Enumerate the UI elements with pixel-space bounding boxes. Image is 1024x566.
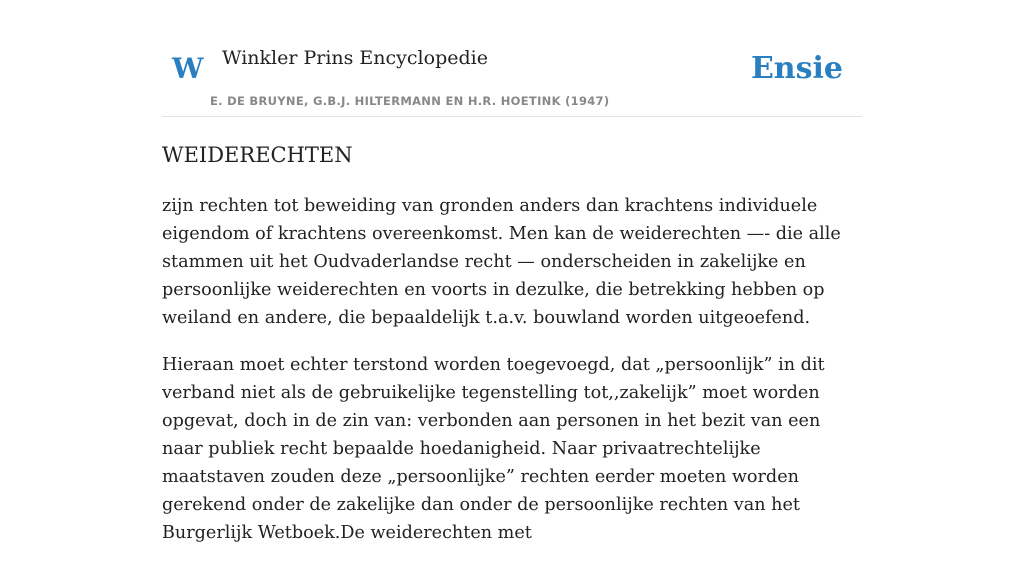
article-body <box>162 192 862 566</box>
article-title: WEIDERECHTEN <box>162 143 353 167</box>
article-page <box>162 0 862 543</box>
article-paragraph: zijn rechten tot beweiding van gronden anders dan krachtens individuele eigendom of krachtens overeenkomst. Men kan de weiderechten —- die alle stammen uit het Oudvaderlandse recht — onderscheiden in zakelijke en persoonlijke weiderechten en voorts in dezulke, die betrekking hebben op weiland en andere, die bepaaldelijk t.a.v. bouwland worden uitgeoefend. <box>162 196 841 328</box>
article-paragraph: Hieraan moet echter terstond worden toegevoegd, dat „persoonlijk” in dit verband niet als de gebruikelijke tegenstelling tot,,zakelijk” moet worden opgevat, doch in de zin van: verbonden aan personen in het bezit van een naar publiek recht bepaalde hoedanigheid. Naar privaatrechtelijke maatstaven zouden deze „persoonlijke” rechten eerder moeten worden gerekend onder de zakelijke dan onder de persoonlijke rechten van het Burgerlijk Wetboek.De weiderechten met <box>162 355 825 543</box>
publication-authors: E. DE BRUYNE, G.B.J. HILTERMANN EN H.R. HOETINK (1947) <box>210 94 610 108</box>
ensie-logo[interactable]: Ensie <box>750 51 843 86</box>
encyclopedia-logo[interactable]: W <box>172 52 204 85</box>
publication-title[interactable]: Winkler Prins Encyclopedie <box>222 47 488 69</box>
site-header <box>162 0 862 117</box>
